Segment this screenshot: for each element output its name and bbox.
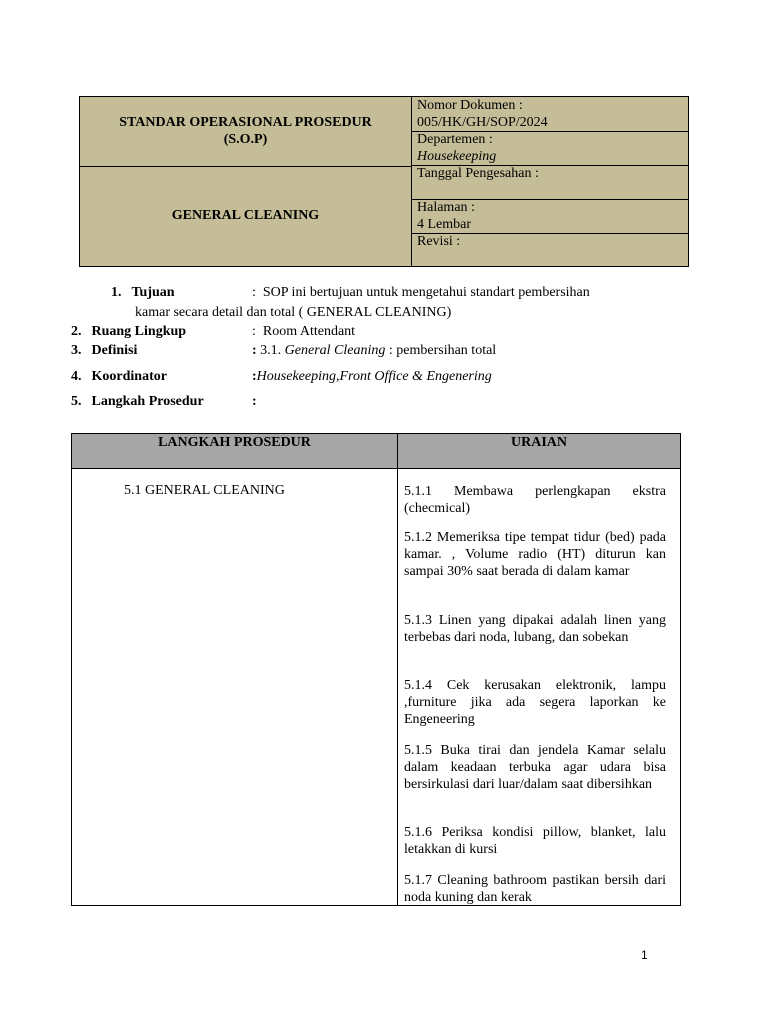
uraian-item: 5.1.6 Periksa kondisi pillow, blanket, lalu letakkan di kursi bbox=[404, 825, 666, 857]
uraian-item: 5.1.5 Buka tirai dan jendela Kamar selalu dalam keadaan terbuka agar udara bisa bersirkulasi dari luar/dalam saat dibersihkan bbox=[404, 743, 666, 792]
uraian-item: 5.1.4 Cek kerusakan elektronik, lampu ,furniture jika ada segera laporkan ke Engeneering bbox=[404, 678, 666, 727]
departemen-label: Departemen : bbox=[417, 132, 493, 147]
uraian-item: 5.1.3 Linen yang dipakai adalah linen yang terbebas dari noda, lubang, dan sobekan bbox=[404, 613, 666, 645]
uraian-item: 5.1.7 Cleaning bathroom pastikan bersih dari noda kuning dan kerak bbox=[404, 873, 666, 905]
document-title: STANDAR OPERASIONAL PROSEDUR (S.O.P) bbox=[119, 115, 372, 147]
departemen-value: Housekeeping bbox=[417, 149, 497, 164]
procedure-table bbox=[71, 433, 681, 906]
halaman-value: 4 Lembar bbox=[417, 217, 472, 232]
nomor-dokumen-label: Nomor Dokumen : bbox=[417, 98, 523, 113]
item-tujuan-text-cont: kamar secara detail dan total ( GENERAL CLEANING) bbox=[135, 305, 452, 320]
uraian-item: 5.1.2 Memeriksa tipe tempat tidur (bed) pada kamar. , Volume radio (HT) diturun kan sampai 30% saat berada di dalam kamar bbox=[404, 530, 666, 579]
nomor-dokumen-value: 005/HK/GH/SOP/2024 bbox=[417, 115, 548, 130]
departemen-cell bbox=[417, 131, 496, 165]
procedure-step: 5.1 GENERAL CLEANING bbox=[124, 483, 285, 498]
item-langkah-prosedur: 5. Langkah Prosedur bbox=[71, 394, 204, 409]
halaman-label: Halaman : bbox=[417, 200, 475, 215]
nomor-dokumen-cell bbox=[417, 97, 548, 131]
item-tujuan-text: : SOP ini bertujuan untuk mengetahui standart pembersihan bbox=[252, 285, 590, 300]
revisi-label: Revisi : bbox=[417, 234, 461, 249]
item-definisi-text: : 3.1. General Cleaning : pembersihan total bbox=[252, 343, 497, 358]
tanggal-pengesahan-label: Tanggal Pengesahan : bbox=[417, 166, 539, 181]
halaman-cell bbox=[417, 199, 475, 233]
column-header-langkah: LANGKAH PROSEDUR bbox=[158, 435, 311, 450]
item-ruang-lingkup: 2. Ruang Lingkup bbox=[71, 324, 187, 339]
item-koordinator-text: :Housekeeping,Front Office & Engenering bbox=[252, 369, 492, 384]
item-ruang-lingkup-text: : Room Attendant bbox=[252, 324, 356, 339]
column-header-uraian: URAIAN bbox=[511, 435, 567, 450]
sop-header-table bbox=[79, 96, 689, 267]
uraian-item: 5.1.1 Membawa perlengkapan ekstra (checmical) bbox=[404, 484, 666, 516]
item-langkah-prosedur-colon: : bbox=[252, 394, 257, 409]
item-koordinator: 4. Koordinator bbox=[71, 369, 167, 384]
page-number: 1 bbox=[641, 948, 648, 962]
item-definisi: 3. Definisi bbox=[71, 343, 138, 358]
item-tujuan: 1. Tujuan bbox=[111, 285, 175, 300]
document-topic: GENERAL CLEANING bbox=[171, 208, 320, 223]
